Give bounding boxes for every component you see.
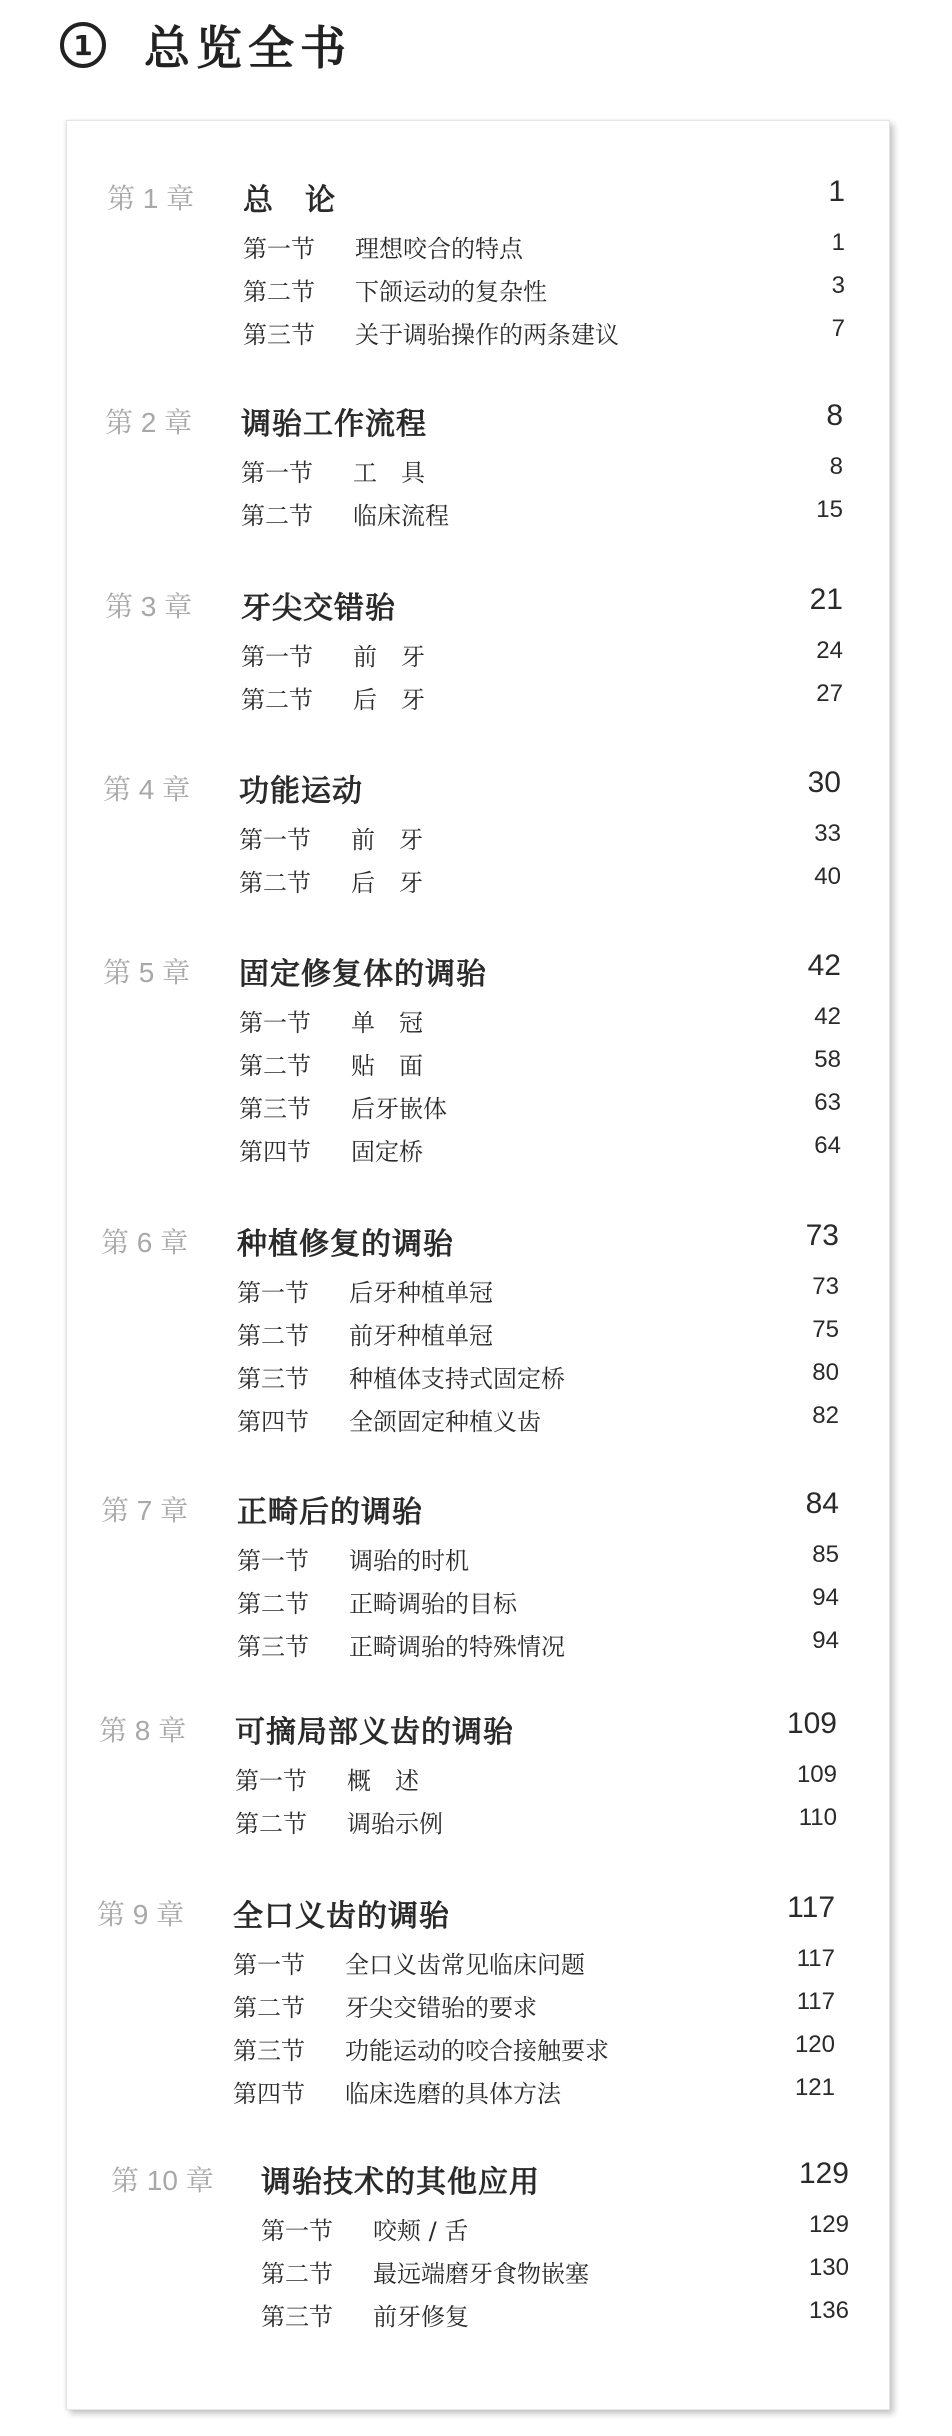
- chapter-row[interactable]: [67, 395, 889, 442]
- section-number: 第二节: [237, 1322, 309, 1350]
- section-row[interactable]: [67, 2246, 889, 2289]
- section-number: 第一节: [261, 2217, 333, 2245]
- section-number: 第一节: [241, 459, 313, 487]
- section-page-number: 1: [831, 229, 845, 256]
- section-title: 调骀的时机: [349, 1547, 469, 1575]
- section-page-number: 27: [816, 680, 843, 707]
- chapter-row[interactable]: [67, 1887, 889, 1934]
- section-title: 正畸调骀的目标: [349, 1590, 517, 1618]
- section-row[interactable]: [67, 2203, 889, 2246]
- section-row[interactable]: [67, 264, 889, 307]
- section-row[interactable]: [67, 1533, 889, 1576]
- chapter-row[interactable]: [67, 171, 889, 218]
- section-number: 第三节: [239, 1095, 311, 1123]
- section-row[interactable]: [67, 1937, 889, 1980]
- circled-number-badge: [60, 22, 106, 68]
- section-page-number: 117: [796, 1988, 835, 2015]
- section-title: 后 牙: [351, 869, 423, 897]
- section-page-number: 85: [812, 1541, 839, 1568]
- section-row[interactable]: [67, 2066, 889, 2109]
- chapter-row[interactable]: [67, 1483, 889, 1530]
- section-page-number: 73: [812, 1273, 839, 1300]
- section-list: [67, 629, 889, 715]
- section-title: 全口义齿常见临床问题: [345, 1951, 585, 1979]
- chapter-block: [67, 1483, 889, 1662]
- section-title: 前 牙: [353, 643, 425, 671]
- section-page-number: 110: [798, 1804, 837, 1831]
- chapter-block: [67, 579, 889, 715]
- section-page-number: 42: [814, 1003, 841, 1030]
- chapter-title: 总 论: [243, 183, 336, 218]
- section-list: [67, 2203, 889, 2332]
- section-number: 第一节: [239, 1009, 311, 1037]
- section-row[interactable]: [67, 812, 889, 855]
- chapter-page-number: 8: [826, 399, 843, 432]
- chapter-number: 第 7 章: [101, 1495, 189, 1526]
- section-page-number: 136: [808, 2297, 849, 2324]
- section-title: 关于调骀操作的两条建议: [355, 321, 619, 349]
- section-row[interactable]: [67, 1980, 889, 2023]
- section-row[interactable]: [67, 1265, 889, 1308]
- chapter-title: 正畸后的调骀: [237, 1495, 423, 1530]
- chapter-number: 第 9 章: [97, 1899, 185, 1930]
- section-title: 正畸调骀的特殊情况: [349, 1633, 565, 1661]
- section-row[interactable]: [67, 2289, 889, 2332]
- section-number: 第一节: [241, 643, 313, 671]
- chapter-number: 第 6 章: [101, 1227, 189, 1258]
- section-number: 第二节: [239, 1052, 311, 1080]
- section-row[interactable]: [67, 2023, 889, 2066]
- section-page-number: 8: [829, 453, 843, 480]
- section-list: [67, 221, 889, 350]
- chapter-number: 第 4 章: [103, 774, 191, 805]
- chapter-title: 调骀工作流程: [241, 407, 427, 442]
- chapter-block: [67, 945, 889, 1167]
- chapter-row[interactable]: [67, 579, 889, 626]
- chapter-number: 第 10 章: [111, 2165, 214, 2196]
- section-title: 种植体支持式固定桥: [349, 1365, 565, 1393]
- section-page-number: 40: [814, 863, 841, 890]
- section-row[interactable]: [67, 445, 889, 488]
- table-of-contents: [66, 120, 890, 2410]
- section-page-number: 130: [808, 2254, 849, 2281]
- section-title: 单 冠: [351, 1009, 423, 1037]
- chapter-page-number: 1: [828, 175, 845, 208]
- section-page-number: 15: [816, 496, 843, 523]
- section-row[interactable]: [67, 629, 889, 672]
- section-page-number: 58: [814, 1046, 841, 1073]
- chapter-page-number: 30: [807, 766, 841, 799]
- section-row[interactable]: [67, 1796, 889, 1839]
- section-list: [67, 445, 889, 531]
- section-row[interactable]: [67, 221, 889, 264]
- section-number: 第三节: [237, 1633, 309, 1661]
- chapter-title: 牙尖交错骀: [241, 591, 396, 626]
- section-row[interactable]: [67, 307, 889, 350]
- section-page-number: 94: [812, 1627, 839, 1654]
- section-row[interactable]: [67, 1351, 889, 1394]
- section-title: 后牙种植单冠: [349, 1279, 493, 1307]
- section-title: 临床流程: [353, 502, 449, 530]
- section-title: 调骀示例: [347, 1810, 443, 1838]
- section-title: 理想咬合的特点: [355, 235, 523, 263]
- section-page-number: 82: [812, 1402, 839, 1429]
- section-title: 前牙修复: [373, 2303, 469, 2331]
- section-page-number: 94: [812, 1584, 839, 1611]
- section-number: 第二节: [241, 686, 313, 714]
- chapter-page-number: 42: [807, 949, 841, 982]
- section-title: 牙尖交错骀的要求: [345, 1994, 537, 2022]
- section-row[interactable]: [67, 995, 889, 1038]
- chapter-number: 第 1 章: [107, 183, 195, 214]
- section-number: 第一节: [243, 235, 315, 263]
- section-row[interactable]: [67, 1619, 889, 1662]
- section-number: 第二节: [237, 1590, 309, 1618]
- chapter-row[interactable]: [67, 1703, 889, 1750]
- section-number: 第二节: [235, 1810, 307, 1838]
- section-page-number: 75: [812, 1316, 839, 1343]
- chapter-page-number: 84: [805, 1487, 839, 1520]
- chapter-block: [67, 171, 889, 350]
- section-list: [67, 812, 889, 898]
- chapter-row[interactable]: [67, 945, 889, 992]
- section-page-number: 120: [794, 2031, 835, 2058]
- section-number: 第一节: [237, 1547, 309, 1575]
- section-title: 前牙种植单冠: [349, 1322, 493, 1350]
- section-list: [67, 1533, 889, 1662]
- section-number: 第一节: [239, 826, 311, 854]
- section-page-number: 33: [814, 820, 841, 847]
- section-number: 第二节: [233, 1994, 305, 2022]
- section-title: 贴 面: [351, 1052, 423, 1080]
- section-number: 第二节: [243, 278, 315, 306]
- section-number: 第一节: [233, 1951, 305, 1979]
- section-page-number: 7: [831, 315, 845, 342]
- section-row[interactable]: [67, 855, 889, 898]
- section-number: 第三节: [233, 2037, 305, 2065]
- chapter-number: 第 3 章: [105, 591, 193, 622]
- section-row[interactable]: [67, 1081, 889, 1124]
- section-number: 第三节: [261, 2303, 333, 2331]
- chapter-page-number: 21: [809, 583, 843, 616]
- section-row[interactable]: [67, 1308, 889, 1351]
- section-title: 固定桥: [351, 1138, 423, 1166]
- heading-number: 1: [73, 28, 93, 62]
- section-number: 第四节: [239, 1138, 311, 1166]
- chapter-block: [67, 1887, 889, 2109]
- section-row[interactable]: [67, 672, 889, 715]
- section-title: 下颌运动的复杂性: [355, 278, 547, 306]
- section-number: 第四节: [233, 2080, 305, 2108]
- heading-title: 总览全书: [144, 21, 352, 75]
- section-page-number: 64: [814, 1132, 841, 1159]
- section-title: 全颌固定种植义齿: [349, 1408, 541, 1436]
- chapter-row[interactable]: [67, 2153, 889, 2200]
- chapter-title: 功能运动: [239, 774, 363, 809]
- section-number: 第三节: [237, 1365, 309, 1393]
- section-title: 咬颊 / 舌: [373, 2217, 469, 2245]
- chapter-block: [67, 1703, 889, 1839]
- chapter-row[interactable]: [67, 1215, 889, 1262]
- chapter-block: [67, 2153, 889, 2332]
- section-number: 第二节: [241, 502, 313, 530]
- chapter-page-number: 109: [786, 1707, 837, 1740]
- chapter-row[interactable]: [67, 762, 889, 809]
- chapter-number: 第 5 章: [103, 957, 191, 988]
- section-title: 前 牙: [351, 826, 423, 854]
- section-page-number: 3: [831, 272, 845, 299]
- chapter-block: [67, 762, 889, 898]
- section-row[interactable]: [67, 1576, 889, 1619]
- section-number: 第二节: [239, 869, 311, 897]
- section-number: 第三节: [243, 321, 315, 349]
- section-title: 概 述: [347, 1767, 419, 1795]
- section-list: [67, 995, 889, 1167]
- chapter-block: [67, 1215, 889, 1437]
- section-row[interactable]: [67, 488, 889, 531]
- section-page-number: 24: [816, 637, 843, 664]
- chapter-page-number: 73: [805, 1219, 839, 1252]
- section-title: 后牙嵌体: [351, 1095, 447, 1123]
- chapter-title: 固定修复体的调骀: [239, 957, 487, 992]
- section-row[interactable]: [67, 1124, 889, 1167]
- chapter-title: 种植修复的调骀: [237, 1227, 454, 1262]
- section-list: [67, 1265, 889, 1437]
- section-number: 第一节: [237, 1279, 309, 1307]
- section-list: [67, 1937, 889, 2109]
- section-title: 功能运动的咬合接触要求: [345, 2037, 609, 2065]
- section-page-number: 129: [808, 2211, 849, 2238]
- section-page-number: 80: [812, 1359, 839, 1386]
- section-title: 工 具: [353, 459, 425, 487]
- section-number: 第一节: [235, 1767, 307, 1795]
- page-heading: [60, 10, 352, 80]
- section-list: [67, 1753, 889, 1839]
- chapter-page-number: 117: [787, 1891, 835, 1924]
- section-number: 第二节: [261, 2260, 333, 2288]
- chapter-page-number: 129: [798, 2157, 849, 2190]
- section-page-number: 117: [796, 1945, 835, 1972]
- section-row[interactable]: [67, 1753, 889, 1796]
- chapter-title: 调骀技术的其他应用: [261, 2165, 540, 2200]
- section-title: 最远端磨牙食物嵌塞: [373, 2260, 589, 2288]
- section-row[interactable]: [67, 1394, 889, 1437]
- chapter-title: 可摘局部义齿的调骀: [235, 1715, 514, 1750]
- section-page-number: 109: [796, 1761, 837, 1788]
- chapter-block: [67, 395, 889, 531]
- section-row[interactable]: [67, 1038, 889, 1081]
- section-number: 第四节: [237, 1408, 309, 1436]
- section-title: 临床选磨的具体方法: [345, 2080, 561, 2108]
- chapter-title: 全口义齿的调骀: [233, 1899, 450, 1934]
- chapter-number: 第 8 章: [99, 1715, 187, 1746]
- section-page-number: 121: [794, 2074, 835, 2101]
- section-title: 后 牙: [353, 686, 425, 714]
- section-page-number: 63: [814, 1089, 841, 1116]
- chapter-number: 第 2 章: [105, 407, 193, 438]
